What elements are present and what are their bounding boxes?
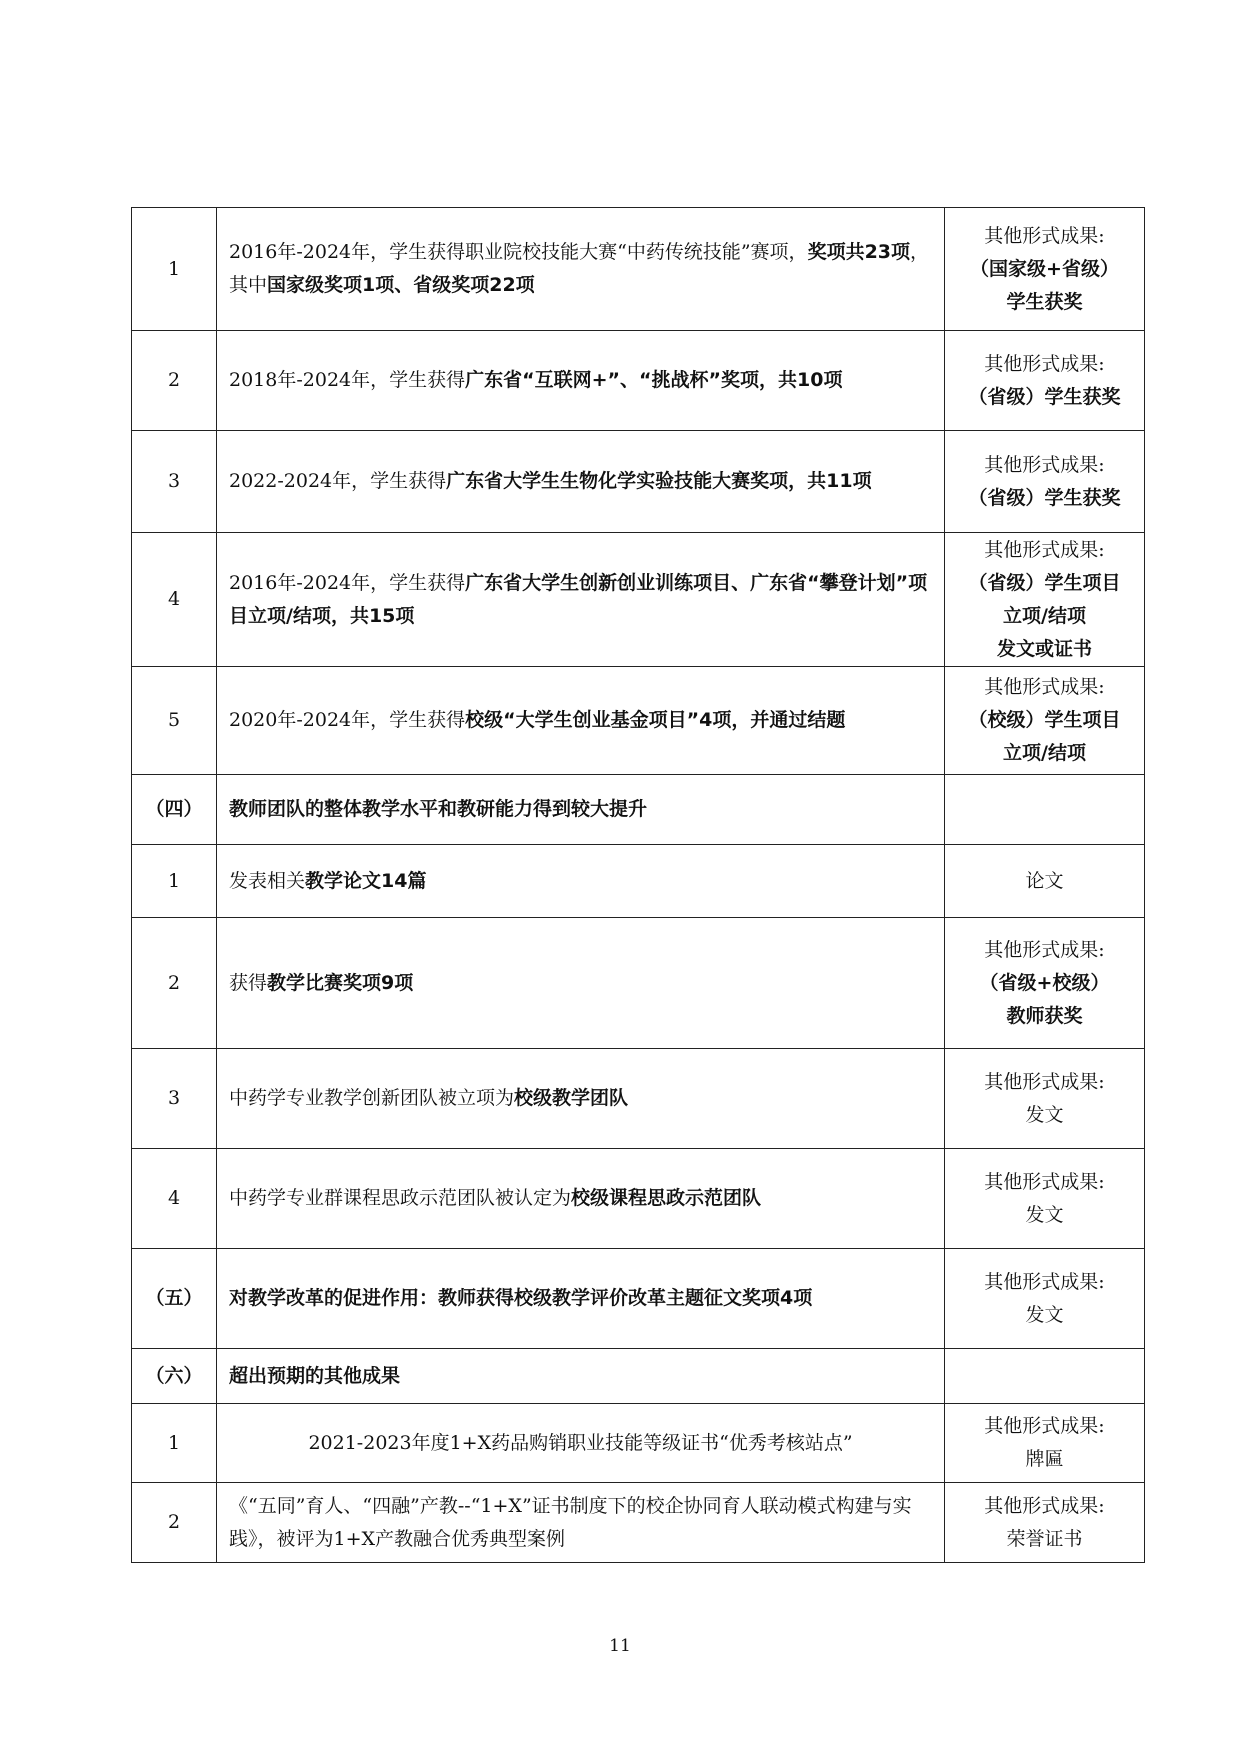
outcome-line: 其他形式成果: bbox=[984, 1070, 1105, 1093]
row-number-cell: 2 bbox=[132, 918, 217, 1049]
content-text: 获得 bbox=[229, 971, 268, 994]
row-number-cell: 1 bbox=[132, 845, 217, 918]
outcome-line: 其他形式成果: bbox=[984, 938, 1105, 961]
row-content-cell bbox=[217, 775, 945, 845]
outcome-line: 其他形式成果: bbox=[984, 1415, 1105, 1437]
table-row bbox=[132, 1404, 1145, 1483]
content-text-bold: 校级“大学生创业基金项目”4项，并通过结题 bbox=[465, 709, 846, 731]
content-text-bold: 奖项共23项 bbox=[807, 241, 911, 263]
table-row bbox=[132, 1049, 1145, 1149]
content-text-bold: 国家级奖项1项、省级奖项22项 bbox=[267, 274, 535, 296]
outcome-line: 教师获奖 bbox=[1006, 1004, 1083, 1027]
row-number-cell: 5 bbox=[132, 667, 217, 775]
row-content-cell bbox=[217, 431, 945, 533]
row-outcome-cell bbox=[945, 331, 1145, 431]
row-outcome-cell bbox=[945, 208, 1145, 331]
row-outcome-cell bbox=[945, 667, 1145, 775]
table-row bbox=[132, 1149, 1145, 1249]
table-row bbox=[132, 431, 1145, 533]
row-number-cell: 2 bbox=[132, 331, 217, 431]
row-content-cell bbox=[217, 845, 945, 918]
outcome-line: 牌匾 bbox=[1025, 1448, 1064, 1470]
outcome-line: （省级）学生获奖 bbox=[968, 385, 1121, 408]
row-content-cell bbox=[217, 208, 945, 331]
table-row bbox=[132, 775, 1145, 845]
row-number-cell: 3 bbox=[132, 431, 217, 533]
outcome-line: （省级）学生项目 bbox=[968, 571, 1121, 594]
row-number-cell: 2 bbox=[132, 1483, 217, 1563]
content-text: 2016年-2024年，学生获得 bbox=[229, 571, 466, 594]
outcome-line: 其他形式成果: bbox=[984, 453, 1105, 476]
content-text: 2021-2023年度1+X药品购销职业技能等级证书“优秀考核站点” bbox=[308, 1431, 853, 1454]
table-row bbox=[132, 533, 1145, 667]
page-number: 11 bbox=[609, 1636, 631, 1656]
outcome-line: 荣誉证书 bbox=[1006, 1527, 1083, 1550]
row-content-cell bbox=[217, 1149, 945, 1249]
row-outcome-cell bbox=[945, 533, 1145, 667]
content-text: 《“五同”育人、“四融”产教--“1+X”证书制度下的校企协同育人联动模式构建与实践》，被评为1+X产教融合优秀典型案例 bbox=[229, 1494, 912, 1550]
outcome-line: 其他形式成果: bbox=[984, 1170, 1105, 1193]
row-content-cell bbox=[217, 533, 945, 667]
content-text-bold: 教师团队的整体教学水平和教研能力得到较大提升 bbox=[229, 798, 648, 820]
content-text: 2016年-2024年，学生获得职业院校技能大赛“中药传统技能”赛项， bbox=[229, 241, 808, 263]
content-text-bold: 对教学改革的促进作用：教师获得校级教学评价改革主题征文奖项4项 bbox=[229, 1287, 813, 1309]
table-row bbox=[132, 1249, 1145, 1349]
content-text: 2022-2024年，学生获得 bbox=[229, 470, 447, 492]
content-text: 2020年-2024年，学生获得 bbox=[229, 709, 466, 731]
content-text-bold: 广东省大学生创新创业训练项目、广东省“攀登计划”项目立项/结项，共15项 bbox=[229, 571, 928, 627]
row-number-cell: （四） bbox=[132, 775, 217, 845]
outcome-line: 论文 bbox=[1025, 869, 1064, 892]
table-row bbox=[132, 667, 1145, 775]
table-row bbox=[132, 918, 1145, 1049]
row-outcome-cell bbox=[945, 1049, 1145, 1149]
outcome-line: 立项/结项 bbox=[1003, 742, 1086, 764]
row-number-cell: （六） bbox=[132, 1349, 217, 1404]
row-outcome-cell bbox=[945, 1249, 1145, 1349]
row-number-cell: 1 bbox=[132, 1404, 217, 1483]
content-text-bold: 校级教学团队 bbox=[514, 1087, 629, 1109]
row-content-cell bbox=[217, 331, 945, 431]
content-text: ，其中 bbox=[229, 241, 930, 296]
content-text-bold: 超出预期的其他成果 bbox=[229, 1364, 401, 1387]
content-text: 中药学专业群课程思政示范团队被认定为 bbox=[229, 1187, 572, 1209]
outcome-line: 发文 bbox=[1025, 1303, 1064, 1326]
row-outcome-cell bbox=[945, 775, 1145, 845]
row-outcome-cell bbox=[945, 918, 1145, 1049]
table-row bbox=[132, 1483, 1145, 1563]
outcome-line: 其他形式成果: bbox=[984, 538, 1105, 561]
row-number-cell: 4 bbox=[132, 1149, 217, 1249]
outcome-line: （校级）学生项目 bbox=[968, 709, 1121, 731]
row-number-cell: 3 bbox=[132, 1049, 217, 1149]
row-content-cell bbox=[217, 918, 945, 1049]
outcome-line: 发文 bbox=[1025, 1203, 1064, 1226]
table-row bbox=[132, 845, 1145, 918]
row-content-cell bbox=[217, 667, 945, 775]
content-text: 中药学专业教学创新团队被立项为 bbox=[229, 1087, 515, 1109]
row-content-cell bbox=[217, 1404, 945, 1483]
table-row bbox=[132, 1349, 1145, 1404]
content-text-bold: 广东省“互联网+”、“挑战杯”奖项，共10项 bbox=[465, 369, 843, 391]
outcome-line: 学生获奖 bbox=[1006, 290, 1083, 313]
outcome-line: 其他形式成果: bbox=[984, 676, 1105, 698]
content-text-bold: 教学比赛奖项9项 bbox=[267, 971, 414, 994]
row-outcome-cell bbox=[945, 1404, 1145, 1483]
table-row bbox=[132, 331, 1145, 431]
content-text-bold: 校级课程思政示范团队 bbox=[571, 1187, 762, 1209]
row-number-cell: 1 bbox=[132, 208, 217, 331]
outcome-line: （省级）学生获奖 bbox=[968, 486, 1121, 509]
content-text: 发表相关 bbox=[229, 869, 306, 892]
achievements-table-body bbox=[132, 208, 1145, 1563]
content-text: 2018年-2024年，学生获得 bbox=[229, 369, 466, 391]
outcome-line: 其他形式成果: bbox=[984, 1494, 1105, 1517]
row-outcome-cell bbox=[945, 845, 1145, 918]
outcome-line: 发文 bbox=[1025, 1103, 1064, 1126]
row-content-cell bbox=[217, 1249, 945, 1349]
content-text-bold: 教学论文14篇 bbox=[305, 869, 427, 892]
outcome-line: （省级+校级） bbox=[979, 971, 1110, 994]
outcome-line: 其他形式成果: bbox=[984, 224, 1105, 247]
outcome-line: 其他形式成果: bbox=[984, 1270, 1105, 1293]
outcome-line: 立项/结项 bbox=[1003, 604, 1086, 627]
row-number-cell: （五） bbox=[132, 1249, 217, 1349]
row-outcome-cell bbox=[945, 1349, 1145, 1404]
outcome-line: 其他形式成果: bbox=[984, 352, 1105, 375]
outcome-line: 发文或证书 bbox=[996, 637, 1092, 660]
row-outcome-cell bbox=[945, 1149, 1145, 1249]
row-content-cell bbox=[217, 1049, 945, 1149]
outcome-line: （国家级+省级） bbox=[970, 257, 1119, 280]
row-outcome-cell bbox=[945, 1483, 1145, 1563]
content-text-bold: 广东省大学生生物化学实验技能大赛奖项，共11项 bbox=[446, 470, 872, 492]
row-outcome-cell bbox=[945, 431, 1145, 533]
row-content-cell bbox=[217, 1349, 945, 1404]
row-number-cell: 4 bbox=[132, 533, 217, 667]
achievements-table bbox=[131, 207, 1145, 1563]
table-row bbox=[132, 208, 1145, 331]
row-content-cell bbox=[217, 1483, 945, 1563]
